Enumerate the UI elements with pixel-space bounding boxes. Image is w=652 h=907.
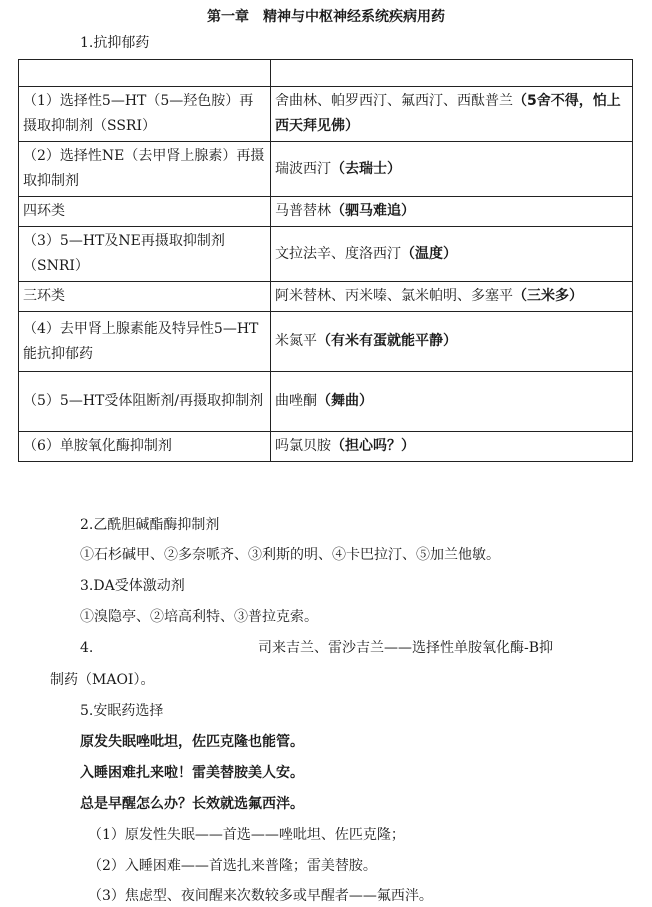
maoi-text-continued: 制药（MAOI）。 <box>50 672 155 688</box>
mnemonic-rhyme: 入睡困难扎来啦！雷美替胺美人安。 <box>80 765 304 781</box>
table-row <box>19 282 633 312</box>
table-row <box>19 87 633 142</box>
category-cell: （6）单胺氧化酶抑制剂 <box>19 432 271 462</box>
hypnotic-choice-item: （3）焦虑型、夜间醒来次数较多或早醒者——氟西泮。 <box>88 888 433 904</box>
antidepressant-table <box>18 59 633 462</box>
drug-cell: 吗氯贝胺（担心吗？） <box>271 432 633 462</box>
table-row <box>19 432 633 462</box>
section-number-4: 4. <box>80 640 94 656</box>
section-heading-hypnotics: 5.安眠药选择 <box>80 703 164 719</box>
mnemonic-rhyme: 原发失眠唑吡坦，佐匹克隆也能管。 <box>80 734 304 750</box>
category-cell: （4）去甲肾上腺素能及特异性5—HT能抗抑郁药 <box>19 312 271 372</box>
drug-cell: 瑞波西汀（去瑞士） <box>271 142 633 197</box>
da-agonist-drug-list: ①溴隐亭、②培高利特、③普拉克索。 <box>80 609 318 625</box>
drug-cell: 舍曲林、帕罗西汀、氟西汀、西酞普兰（5舍不得，怕上西天拜见佛） <box>271 87 633 142</box>
category-cell: （5）5—HT受体阻断剂/再摄取抑制剂 <box>19 372 271 432</box>
maoi-text: 司来吉兰、雷沙吉兰——选择性单胺氧化酶-B抑 <box>258 640 554 656</box>
table-row <box>19 197 633 227</box>
table-header-row <box>19 60 633 87</box>
category-cell: （2）选择性NE（去甲肾上腺素）再摄取抑制剂 <box>19 142 271 197</box>
category-cell: 四环类 <box>19 197 271 227</box>
hypnotic-choice-item: （1）原发性失眠——首选——唑吡坦、佐匹克隆； <box>88 827 405 843</box>
mnemonic-rhyme: 总是早醒怎么办？长效就选氟西泮。 <box>80 796 304 812</box>
category-cell: 三环类 <box>19 282 271 312</box>
drug-cell: 马普替林（驷马难追） <box>271 197 633 227</box>
section-heading-da-agonist: 3.DA受体激动剂 <box>80 578 185 594</box>
drug-cell: 文拉法辛、度洛西汀（温度） <box>271 227 633 282</box>
hypnotic-choice-item: （2）入睡困难——首选扎来普隆；雷美替胺。 <box>88 858 377 874</box>
category-cell: （1）选择性5—HT（5—羟色胺）再摄取抑制剂（SSRI） <box>19 87 271 142</box>
table-row <box>19 227 633 282</box>
cholinesterase-drug-list: ①石杉碱甲、②多奈哌齐、③利斯的明、④卡巴拉汀、⑤加兰他敏。 <box>80 547 500 563</box>
table-row <box>19 372 633 432</box>
drug-cell: 阿米替林、丙米嗪、氯米帕明、多塞平（三米多） <box>271 282 633 312</box>
chapter-title: 第一章 精神与中枢神经系统疾病用药 <box>207 9 445 25</box>
section-heading-antidepressants: 1.抗抑郁药 <box>80 35 150 51</box>
section-heading-cholinesterase: 2.乙酰胆碱酯酶抑制剂 <box>80 517 220 533</box>
category-cell: （3）5—HT及NE再摄取抑制剂（SNRI） <box>19 227 271 282</box>
table-row <box>19 312 633 372</box>
drug-cell: 米氮平（有米有蛋就能平静） <box>271 312 633 372</box>
table-row <box>19 142 633 197</box>
drug-cell: 曲唑酮（舞曲） <box>271 372 633 432</box>
